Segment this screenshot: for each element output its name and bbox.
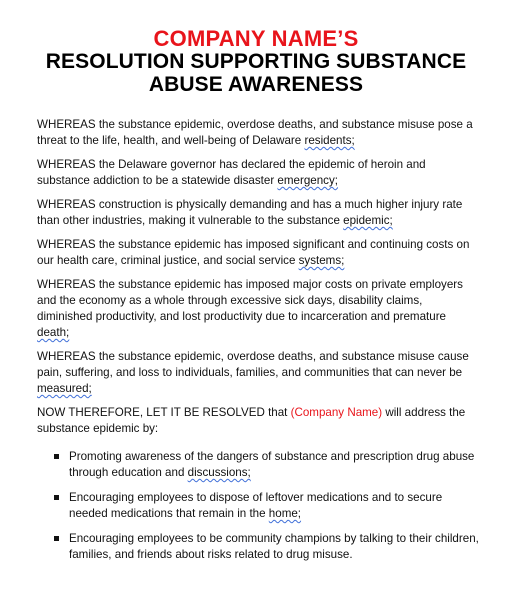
paragraph-text: WHEREAS the substance epidemic, overdose deaths, and substance misuse pose a threat to the life, health, and well-being of Delaware	[37, 118, 473, 147]
list-item-text: Promoting awareness of the dangers of substance and prescription drug abuse through education and	[69, 450, 475, 479]
list-item	[37, 449, 479, 481]
paragraph-text: WHEREAS the substance epidemic, overdose deaths, and substance misuse cause pain, suffering, and loss to individuals, families, and communities that can never be	[37, 350, 469, 379]
resolution-paragraph	[37, 405, 479, 437]
list-item	[37, 531, 479, 563]
action-list	[37, 449, 479, 563]
square-bullet-icon	[54, 536, 59, 541]
paragraph-text: WHEREAS construction is physically demanding and has a much higher injury rate than other industries, making it vulnerable to the substance	[37, 198, 463, 227]
list-item	[37, 490, 479, 522]
company-name-placeholder: (Company Name)	[290, 406, 383, 419]
whereas-paragraph	[37, 277, 479, 341]
square-bullet-icon	[54, 454, 59, 459]
resolution-title-line-2: ABUSE AWARENESS	[148, 73, 364, 96]
spellcheck-flagged-word[interactable]: death;	[37, 326, 70, 339]
spellcheck-flagged-word[interactable]: discussions;	[187, 466, 251, 479]
resolution-text-before: NOW THEREFORE, LET IT BE RESOLVED that	[37, 406, 291, 419]
list-item-text: Encouraging employees to be community champions by talking to their children, families, and friends about risks related to drug misuse.	[69, 532, 479, 561]
resolution-title-line-1: RESOLUTION SUPPORTING SUBSTANCE	[45, 50, 467, 73]
spellcheck-flagged-word[interactable]: residents;	[304, 134, 355, 147]
square-bullet-icon	[54, 495, 59, 500]
whereas-paragraph	[37, 117, 479, 149]
paragraph-text: WHEREAS the substance epidemic has imposed significant and continuing costs on our health care, criminal justice, and social service	[37, 238, 470, 267]
whereas-paragraph	[37, 197, 479, 229]
company-name-title: COMPANY NAME’S	[153, 26, 359, 51]
whereas-paragraph	[37, 157, 479, 189]
paragraph-text: WHEREAS the substance epidemic has imposed major costs on private employers and the economy as a whole through excessive sick days, disability claims, diminished productivity, and lost productivity due to incarceration and premature	[37, 278, 463, 323]
spellcheck-flagged-word[interactable]: measured;	[37, 382, 92, 395]
whereas-paragraph	[37, 349, 479, 397]
resolution-text-after: will address the substance epidemic by:	[37, 406, 466, 435]
paragraph-text: WHEREAS the Delaware governor has declared the epidemic of heroin and substance addiction to be a statewide disaster	[37, 158, 426, 187]
spellcheck-flagged-word[interactable]: epidemic;	[343, 214, 393, 227]
spellcheck-flagged-word[interactable]: emergency;	[277, 174, 338, 187]
spellcheck-flagged-word[interactable]: home;	[268, 507, 302, 520]
spellcheck-flagged-word[interactable]: systems;	[298, 254, 345, 267]
document-body	[37, 117, 479, 572]
document-title	[0, 27, 512, 96]
whereas-paragraph	[37, 237, 479, 269]
list-item-text: Encouraging employees to dispose of leftover medications and to secure needed medications that remain in the	[69, 491, 443, 520]
